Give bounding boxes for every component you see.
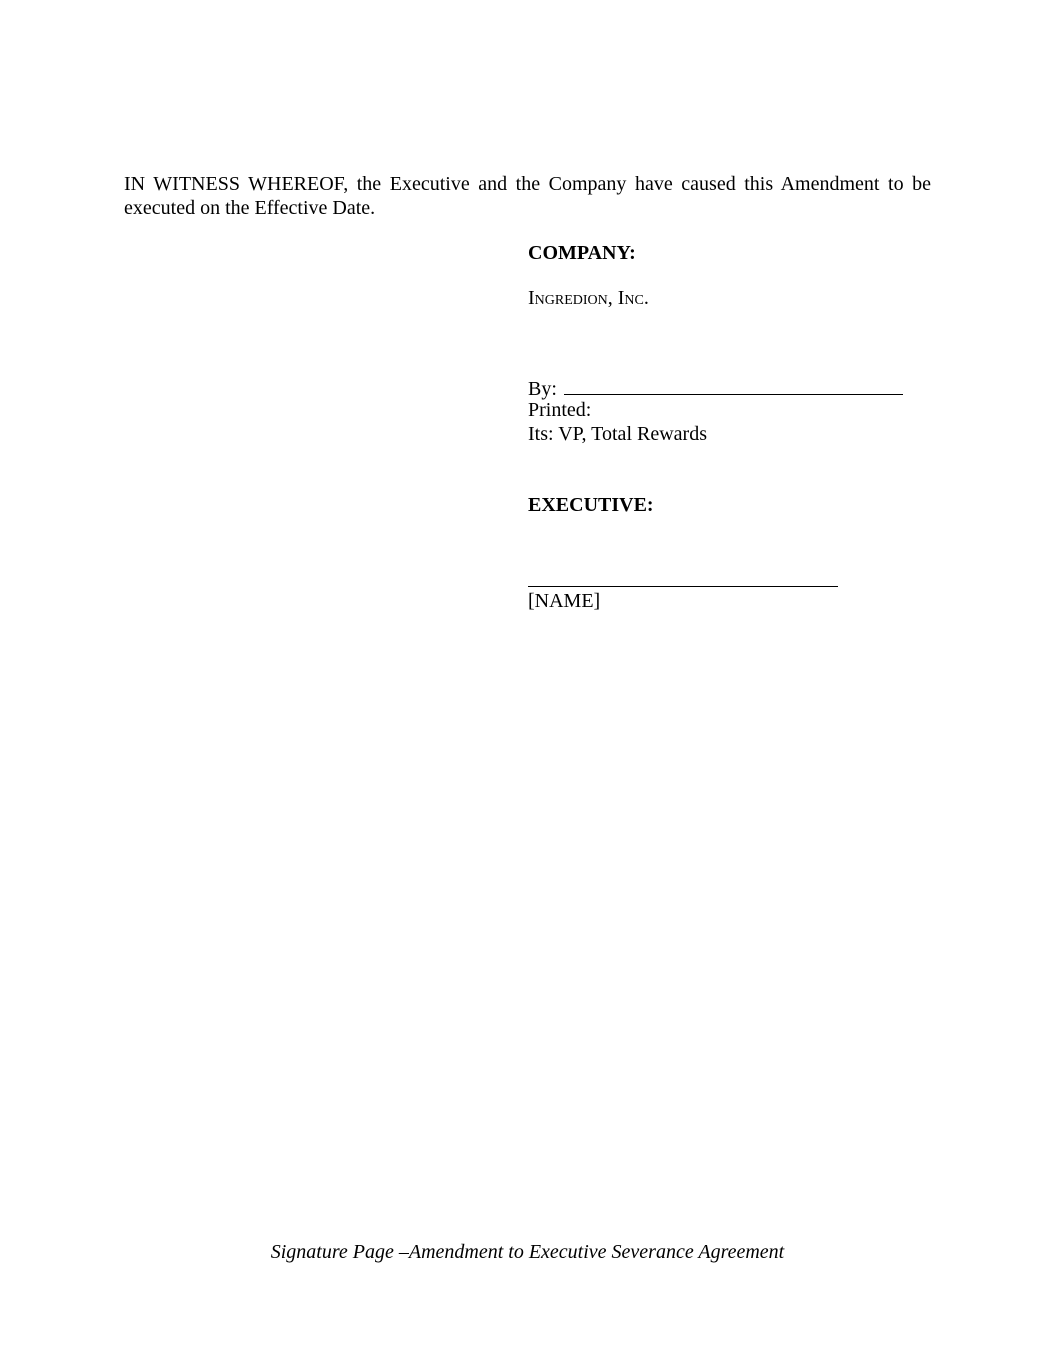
executive-heading: EXECUTIVE:: [528, 494, 654, 516]
company-by-line: [528, 374, 903, 401]
by-label: By:: [528, 378, 557, 400]
printed-label: Printed:: [528, 399, 592, 421]
page-footer: Signature Page –Amendment to Executive Severance Agreement: [270, 1241, 785, 1263]
witness-paragraph: IN WITNESS WHEREOF, the Executive and the Company have caused this Amendment to be executed on the Effective Date.: [124, 173, 931, 219]
executive-signature-line[interactable]: [528, 586, 838, 587]
company-heading: COMPANY:: [528, 242, 636, 264]
company-name: Ingredion, Inc.: [528, 287, 649, 309]
company-its-line: Its: VP, Total Rewards: [528, 423, 707, 445]
executive-name-placeholder: [NAME]: [528, 590, 601, 612]
company-signature-field[interactable]: [564, 374, 903, 395]
